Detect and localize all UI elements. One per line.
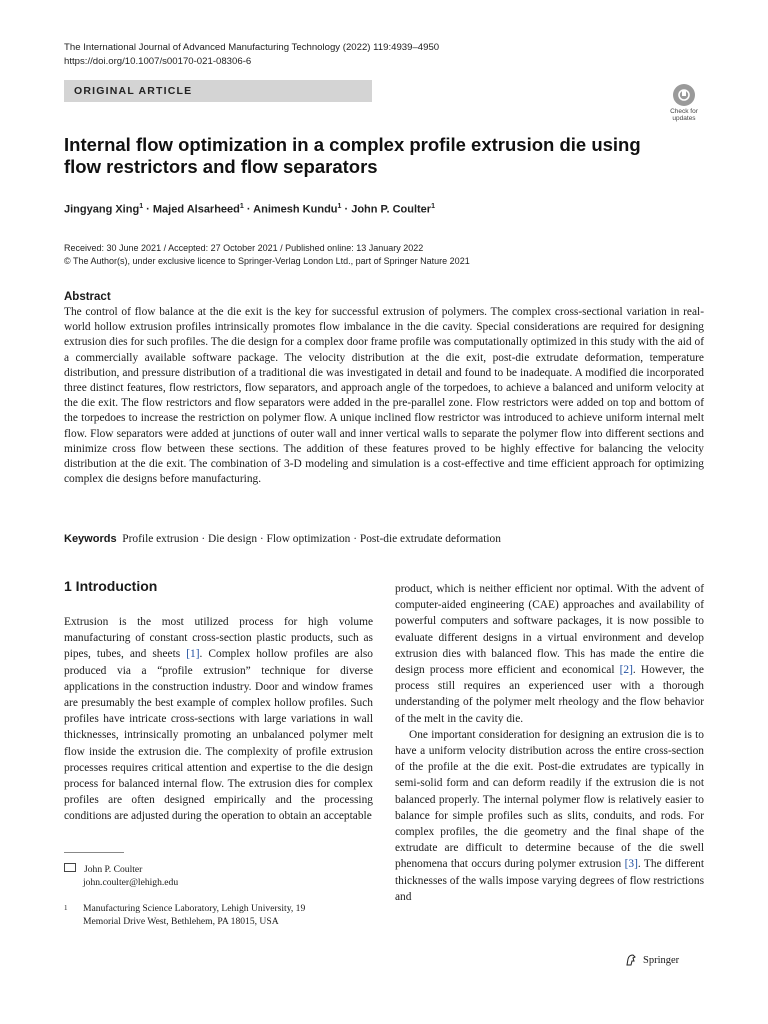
publisher-logo: [624, 953, 679, 967]
paper-title: Internal flow optimization in a complex profile extrusion die using flow restrictors and flow separators: [64, 134, 641, 177]
author-name[interactable]: Jingyang Xing: [64, 203, 140, 216]
keywords-label: Keywords: [64, 533, 117, 545]
author-affiliation-mark: 1: [431, 203, 435, 210]
paragraph: One important consideration for designing an extrusion die is to have a uniform velocity distribution across the entire cross-section of the profile at the die exit. Post-die extrudates are typically in semi-solid form and can deform readily if the extrusion die is not balanced properly. The internal polymer flow is relatively easier to balance for simple profiles such as slits, conduits, and rods. For complex profiles, the die geometry and the final shape of the extrudate are difficult to determine because of the die swell phenomena that occurs during polymer extrusion [3]. The different thicknesses of the walls impose varying degrees of flow restrictions and: [395, 728, 704, 903]
author-separator: ·: [143, 203, 153, 216]
citation-link[interactable]: [3]: [624, 858, 638, 871]
envelope-icon: [64, 863, 76, 872]
author-list: [64, 203, 435, 216]
doi-link[interactable]: https://doi.org/10.1007/s00170-021-08306-6: [64, 56, 252, 67]
keywords-line: [64, 533, 501, 545]
text-column-left: [64, 614, 373, 825]
publication-dates: Received: 30 June 2021 / Accepted: 27 October 2021 / Published online: 13 January 2022: [64, 243, 424, 253]
paragraph: Extrusion is the most utilized process for high volume manufacturing of constant cross-section plastic products, such as pipes, tubes, and sheets [1]. Complex hollow profiles are also produced via a “profile extrusion” technique for diverse applications in the construction industry. Door and window frames are presumably the best example of complex hollow profiles. Such profiles have intricate cross-sections with large variations in wall thicknesses, intrinsically promoting an unbalanced polymer melt flow inside the extrusion die. The complexity of profile extrusion processes requires critical attention and expertise to the die design process for balanced internal flow. The extrusion dies for complex profiles are often designed empirically and the processing conditions are adjusted during the operation to obtain an acceptable: [64, 616, 373, 823]
author-name[interactable]: John P. Coulter: [351, 203, 432, 216]
springer-horse-icon: [624, 953, 638, 967]
author-name[interactable]: Majed Alsarheed: [152, 203, 240, 216]
journal-citation: The International Journal of Advanced Manufacturing Technology (2022) 119:4939–4950: [64, 42, 440, 53]
citation-link[interactable]: [1]: [186, 648, 200, 661]
corresponding-author: [64, 863, 178, 889]
article-type-banner: ORIGINAL ARTICLE: [64, 80, 372, 102]
publisher-name: Springer: [643, 954, 680, 966]
affiliation-line: Manufacturing Science Laboratory, Lehigh University, 19: [83, 903, 306, 914]
contact-name: John P. Coulter: [84, 864, 143, 875]
affiliation-number: 1: [64, 904, 68, 912]
keywords-text: Profile extrusion · Die design · Flow optimization · Post-die extrudate deformation: [122, 533, 501, 545]
author-separator: ·: [243, 203, 254, 216]
author-separator: ·: [341, 203, 352, 216]
copyright-notice: © The Author(s), under exclusive licence to Springer-Verlag London Ltd., part of Springer Nature 2021: [64, 256, 470, 266]
citation-link[interactable]: [2]: [619, 664, 633, 677]
publication-info: [64, 242, 470, 268]
paragraph: product, which is neither efficient nor optimal. With the advent of computer-aided engineering (CAE) approaches and availability of powerful computers and software packages, it is now possible to evaluate different designs in a virtual environment and develop extrusion dies with balanced flow. This has made the entire die design process more efficient and economical [2]. However, the process still requires an experienced user with a thorough understanding of the polymer melt rheology and the flow behavior of the melt in the cavity die.: [395, 583, 704, 725]
abstract-heading: Abstract: [64, 291, 111, 303]
check-updates-icon: [673, 84, 695, 106]
footnote-divider: [64, 852, 124, 853]
affiliation-line: Memorial Drive West, Bethlehem, PA 18015, USA: [83, 916, 279, 927]
author-affiliation-mark: 1: [337, 203, 342, 210]
contact-email[interactable]: john.coulter@lehigh.edu: [83, 877, 179, 888]
check-for-updates-badge[interactable]: [664, 84, 704, 124]
author-name[interactable]: Animesh Kundu: [253, 203, 338, 216]
abstract-body: The control of flow balance at the die exit is the key for successful extrusion of polymers. The complex cross-sectional variation in real-world hollow extrusion profiles intrinsically promotes flow imbalance in the die cavity. Special considerations are required for designing extrusion dies for such profiles. The die design for a complex door frame profile was computationally optimized in this study with the aid of a commercially available software package. The velocity distribution at the die exit, post-die extrudate deformation, temperature distribution, and pressure distribution of a traditional die was investigated in detail and found to be inadequate. A modified die incorporated three distinct features, flow restrictors, flow separators, and approach angle of the torpedoes, to achieve a balanced and uniform velocity at the die exit. The flow restrictors and flow separators were added in the pre-parallel zone. Flow restrictors were added on top and bottom of the torpedoes to increase the restriction on polymer flow. A unique inclined flow restrictor was introduced to achieve uniform internal melt flow. Flow separators were added at junctions of outer wall and inner vertical walls to separate the polymer flow into different sections and minimize cross flow between these sections. The addition of these features proved to be highly effective for balancing the velocity distribution at the die exit. The combination of 3-D modeling and simulation is a cost-effective and time efficient approach for optimizing complex die designs before manufacturing.: [64, 306, 704, 486]
affiliation-footnote: [64, 902, 305, 928]
text-column-right: [395, 581, 704, 905]
author-affiliation-mark: 1: [239, 203, 244, 210]
section-heading-introduction: 1 Introduction: [64, 578, 158, 594]
author-affiliation-mark: 1: [139, 203, 144, 210]
check-updates-label: Check for updates: [670, 108, 698, 122]
